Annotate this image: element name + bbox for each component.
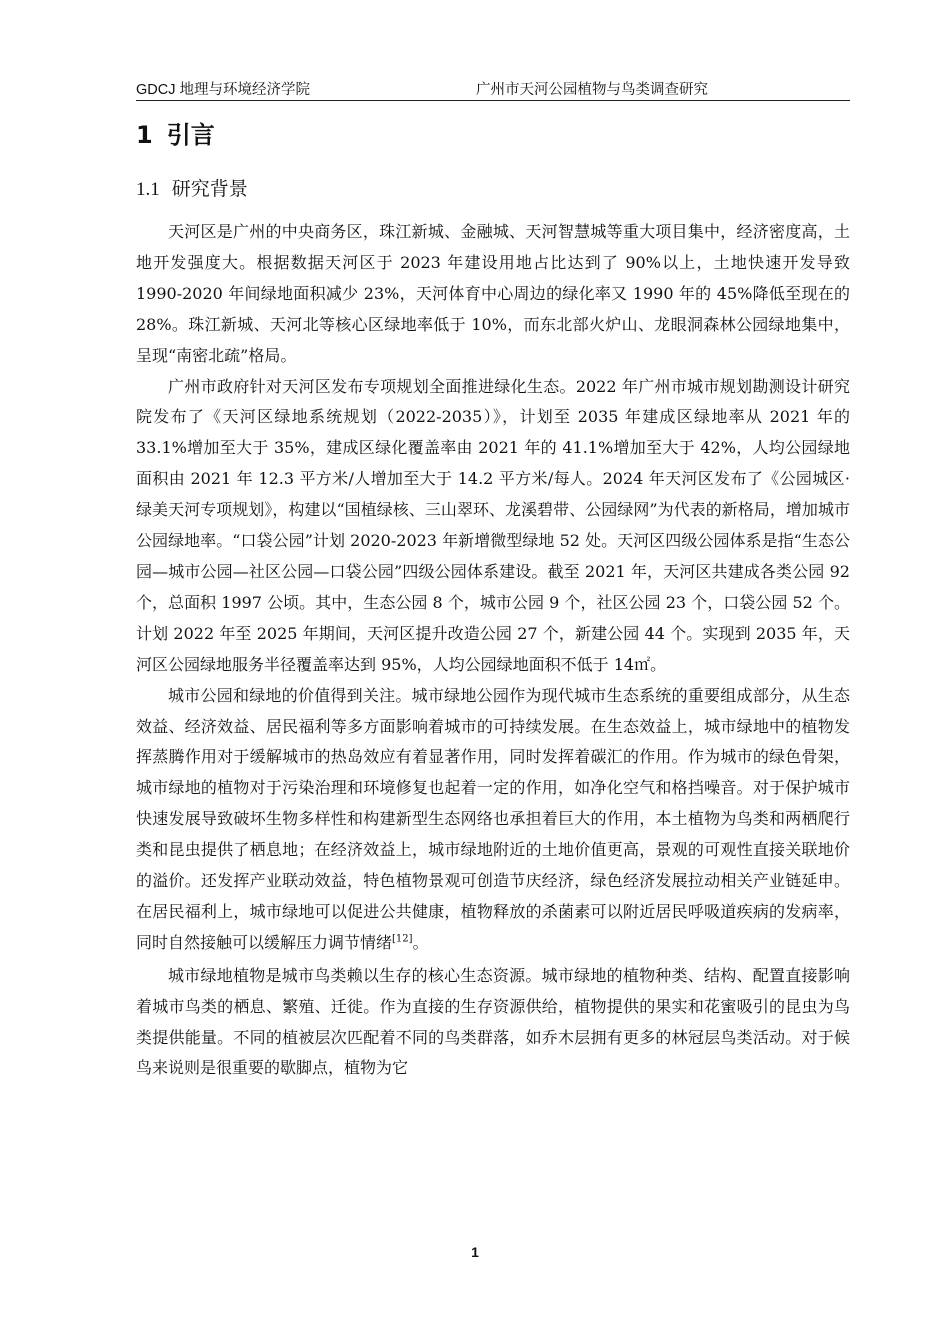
paragraph-3 (136, 681, 850, 959)
paragraph-3-end: 。 (412, 932, 429, 952)
paragraph-3-text: 城市公园和绿地的价值得到关注。城市绿地公园作为现代城市生态系统的重要组成部分，从生态效益、经济效益、居民福利等多方面影响着城市的可持续发展。在生态效益上，城市绿地中的植物发挥蒸腾作用对于缓解城市的热岛效应有着显著作用，同时发挥着碳汇的作用。作为城市的绿色骨架，城市绿地的植物对于污染治理和环境修复也起着一定的作用，如净化空气和格挡噪音。对于保护城市快速发展导致破坏生物多样性和构建新型生态网络也承担着巨大的作用，本土植物为鸟类和两栖爬行类和昆虫提供了栖息地；在经济效益上，城市绿地附近的土地价值更高，景观的可观性直接关联地价的溢价。还发挥产业联动效益，特色植物景观可创造节庆经济，绿色经济发展拉动相关产业链延申。在居民福利上，城市绿地可以促进公共健康，植物释放的杀菌素可以附近居民呼吸道疾病的发病率，同时自然接触可以缓解压力调节情绪 (136, 685, 850, 952)
citation-reference[interactable]: [12] (392, 933, 413, 945)
paragraph-1: 天河区是广州的中央商务区，珠江新城、金融城、天河智慧城等重大项目集中，经济密度高，土地开发强度大。根据数据天河区于 2023 年建设用地占比达到了 90%以上，土地快速开发导致 1990-2020 年间绿地面积减少 23%，天河体育中心周边的绿化率又 1990 年的 45%降低至现在的 28%。珠江新城、天河北等核心区绿地率低于 10%，而东北部火炉山、龙眼洞森林公园绿地集中，呈现“南密北疏”格局。 (136, 222, 850, 365)
subsection-number: 1.1 (136, 179, 160, 200)
section-heading (136, 115, 215, 150)
paragraph-4: 城市绿地植物是城市鸟类赖以生存的核心生态资源。城市绿地的植物种类、结构、配置直接影响着城市鸟类的栖息、繁殖、迁徙。作为直接的生存资源供给，植物提供的果实和花蜜吸引的昆虫为鸟类提供能量。不同的植被层次匹配着不同的鸟类群落，如乔木层拥有更多的林冠层鸟类活动。对于候鸟来说则是很重要的歇脚点，植物为它 (136, 965, 850, 1078)
subsection-heading (136, 174, 248, 201)
section-title: 引言 (166, 121, 215, 149)
header-institution: GDCJ 地理与环境经济学院 (136, 82, 310, 98)
section-number: 1 (136, 121, 153, 149)
header-paper-title: 广州市天河公园植物与鸟类调查研究 (476, 82, 708, 98)
body-text (136, 217, 850, 1084)
page-number: 1 (471, 1244, 479, 1260)
paragraph-2: 广州市政府针对天河区发布专项规划全面推进绿化生态。2022 年广州市城市规划勘测设计研究院发布了《天河区绿地系统规划（2022-2035）》，计划至 2035 年建成区绿地率从 2021 年的 33.1%增加至大于 35%，建成区绿化覆盖率由 2021 年的 41.1%增加至大于 42%，人均公园绿地面积由 2021 年 12.3 平方米/人增加至大于 14.2 平方米/每人。2024 年天河区发布了《公园城区·绿美天河专项规划》，构建以“国植绿核、三山翠环、龙溪碧带、公园绿网”为代表的新格局，增加城市公园绿地率。“口袋公园”计划 2020-2023 年新增微型绿地 52 处。天河区四级公园体系是指“生态公园—城市公园—社区公园—口袋公园”四级公园体系建设。截至 2021 年，天河区共建成各类公园 92 个，总面积 1997 公顷。其中，生态公园 8 个，城市公园 9 个，社区公园 23 个，口袋公园 52 个。计划 2022 年至 2025 年期间，天河区提升改造公园 27 个，新建公园 44 个。实现到 2035 年，天河区公园绿地服务半径覆盖率达到 95%，人均公园绿地面积不低于 14㎡。 (136, 376, 850, 674)
subsection-title: 研究背景 (171, 178, 248, 200)
running-header (136, 74, 850, 101)
